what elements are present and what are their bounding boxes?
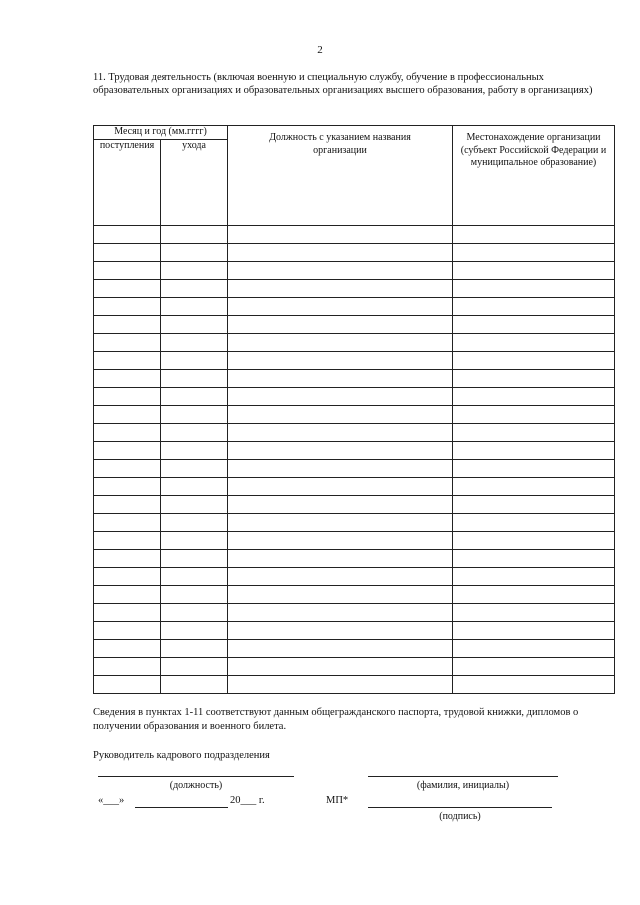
entry-date-cell[interactable] (94, 658, 161, 676)
date-year-field[interactable]: 20___ г. (230, 795, 265, 806)
entry-date-cell[interactable] (94, 244, 161, 262)
position-cell[interactable] (228, 316, 453, 334)
month-year-header: Месяц и год (мм.гггг) (94, 126, 228, 140)
leave-date-cell[interactable] (161, 676, 228, 694)
location-cell[interactable] (453, 514, 615, 532)
table-row (94, 586, 615, 604)
entry-date-cell[interactable] (94, 586, 161, 604)
table-row (94, 568, 615, 586)
entry-date-cell[interactable] (94, 622, 161, 640)
entry-date-cell[interactable] (94, 532, 161, 550)
stamp-mark: МП* (326, 795, 349, 806)
verification-statement: Сведения в пунктах 1-11 соответствуют данным общегражданского паспорта, трудовой книжки, дипломов о получении образования и военного билета. (93, 707, 579, 732)
date-day-field[interactable]: «___» (98, 795, 125, 806)
section-heading: 11. Трудовая деятельность (включая военную и специальную службу, обучение в профессиональных образовательных организациях и образовательных организациях высшего образования, работу в организациях) (93, 72, 593, 96)
entry-date-cell[interactable] (94, 424, 161, 442)
position-caption: (должность) (169, 780, 223, 791)
location-cell[interactable] (453, 298, 615, 316)
date-month-line[interactable] (135, 807, 228, 808)
location-cell[interactable] (453, 226, 615, 244)
leave-date-cell[interactable] (161, 496, 228, 514)
location-cell[interactable] (453, 316, 615, 334)
position-cell[interactable] (228, 586, 453, 604)
location-cell[interactable] (453, 640, 615, 658)
position-cell[interactable] (228, 568, 453, 586)
leave-date-cell[interactable] (161, 298, 228, 316)
leave-date-cell[interactable] (161, 622, 228, 640)
leave-date-cell[interactable] (161, 478, 228, 496)
entry-date-cell[interactable] (94, 478, 161, 496)
entry-date-cell[interactable] (94, 316, 161, 334)
location-cell[interactable] (453, 496, 615, 514)
position-cell[interactable] (228, 424, 453, 442)
leave-date-cell[interactable] (161, 352, 228, 370)
leave-date-cell[interactable] (161, 460, 228, 478)
location-cell[interactable] (453, 442, 615, 460)
leave-date-cell[interactable] (161, 406, 228, 424)
leave-date-cell[interactable] (161, 226, 228, 244)
entry-date-cell[interactable] (94, 550, 161, 568)
table-row (94, 676, 615, 694)
work-history-table (93, 125, 615, 694)
table-row (94, 622, 615, 640)
position-cell[interactable] (228, 334, 453, 352)
leave-date-cell[interactable] (161, 514, 228, 532)
table-row (94, 424, 615, 442)
location-cell[interactable] (453, 550, 615, 568)
table-row (94, 334, 615, 352)
leave-date-cell[interactable] (161, 388, 228, 406)
table-row (94, 406, 615, 424)
entry-date-cell[interactable] (94, 640, 161, 658)
location-cell[interactable] (453, 406, 615, 424)
entry-date-cell[interactable] (94, 388, 161, 406)
location-cell[interactable] (453, 244, 615, 262)
table-row (94, 640, 615, 658)
position-cell[interactable] (228, 550, 453, 568)
position-cell[interactable] (228, 514, 453, 532)
page-number: 2 (317, 44, 323, 56)
location-cell[interactable] (453, 460, 615, 478)
position-cell[interactable] (228, 640, 453, 658)
entry-date-cell[interactable] (94, 370, 161, 388)
table-row (94, 388, 615, 406)
leave-date-cell[interactable] (161, 280, 228, 298)
table-row (94, 226, 615, 244)
position-cell[interactable] (228, 262, 453, 280)
leave-date-cell[interactable] (161, 244, 228, 262)
location-cell[interactable] (453, 604, 615, 622)
entry-date-cell[interactable] (94, 406, 161, 424)
location-cell[interactable] (453, 532, 615, 550)
entry-date-cell[interactable] (94, 298, 161, 316)
signature-caption: (подпись) (439, 811, 481, 822)
table-row (94, 604, 615, 622)
table-row (94, 442, 615, 460)
position-cell[interactable] (228, 406, 453, 424)
position-cell[interactable] (228, 280, 453, 298)
table-row (94, 532, 615, 550)
leave-date-cell[interactable] (161, 586, 228, 604)
leave-date-cell[interactable] (161, 604, 228, 622)
leave-date-cell[interactable] (161, 568, 228, 586)
table-row (94, 658, 615, 676)
entry-date-cell[interactable] (94, 442, 161, 460)
location-header: Местонахождение организации (субъект Российской Федерации и муниципальное образование) (453, 126, 615, 226)
leave-date-cell[interactable] (161, 334, 228, 352)
position-cell[interactable] (228, 352, 453, 370)
position-cell[interactable] (228, 442, 453, 460)
entry-date-cell[interactable] (94, 496, 161, 514)
position-cell[interactable] (228, 388, 453, 406)
leave-date-cell[interactable] (161, 424, 228, 442)
entry-date-cell[interactable] (94, 334, 161, 352)
entry-date-cell[interactable] (94, 604, 161, 622)
location-cell[interactable] (453, 568, 615, 586)
leave-date-cell[interactable] (161, 532, 228, 550)
location-cell[interactable] (453, 262, 615, 280)
position-cell[interactable] (228, 532, 453, 550)
entry-date-cell[interactable] (94, 352, 161, 370)
table-row (94, 460, 615, 478)
table-row (94, 352, 615, 370)
position-cell[interactable] (228, 604, 453, 622)
location-cell[interactable] (453, 388, 615, 406)
position-cell[interactable] (228, 298, 453, 316)
table-row (94, 262, 615, 280)
entry-date-cell[interactable] (94, 460, 161, 478)
name-caption: (фамилия, инициалы) (416, 780, 510, 791)
position-cell[interactable] (228, 226, 453, 244)
position-header: Должность с указанием названия организации (228, 126, 453, 226)
position-line[interactable] (98, 776, 294, 777)
location-cell[interactable] (453, 478, 615, 496)
name-line[interactable] (368, 776, 558, 777)
position-cell[interactable] (228, 244, 453, 262)
hr-head-title: Руководитель кадрового подразделения (93, 750, 270, 761)
entry-date-cell[interactable] (94, 280, 161, 298)
leave-date-cell[interactable] (161, 658, 228, 676)
position-cell[interactable] (228, 370, 453, 388)
signature-line[interactable] (368, 807, 552, 808)
entry-date-cell[interactable] (94, 262, 161, 280)
location-cell[interactable] (453, 280, 615, 298)
entry-date-cell[interactable] (94, 676, 161, 694)
table-row (94, 550, 615, 568)
table-row (94, 478, 615, 496)
table-row (94, 244, 615, 262)
position-cell[interactable] (228, 622, 453, 640)
table-row (94, 370, 615, 388)
position-cell[interactable] (228, 478, 453, 496)
table-row (94, 298, 615, 316)
leave-date-cell[interactable] (161, 262, 228, 280)
entry-date-header: поступления (94, 140, 161, 226)
table-body (94, 226, 615, 694)
leave-date-cell[interactable] (161, 316, 228, 334)
position-cell[interactable] (228, 658, 453, 676)
position-cell[interactable] (228, 676, 453, 694)
leave-date-cell[interactable] (161, 640, 228, 658)
entry-date-cell[interactable] (94, 226, 161, 244)
location-cell[interactable] (453, 586, 615, 604)
position-cell[interactable] (228, 460, 453, 478)
table-row (94, 514, 615, 532)
table-row (94, 280, 615, 298)
location-cell[interactable] (453, 658, 615, 676)
location-cell[interactable] (453, 622, 615, 640)
location-cell[interactable] (453, 424, 615, 442)
position-cell[interactable] (228, 496, 453, 514)
leave-date-cell[interactable] (161, 550, 228, 568)
location-cell[interactable] (453, 676, 615, 694)
location-cell[interactable] (453, 352, 615, 370)
table-row (94, 316, 615, 334)
leave-date-cell[interactable] (161, 370, 228, 388)
table-row (94, 496, 615, 514)
leave-date-cell[interactable] (161, 442, 228, 460)
location-cell[interactable] (453, 370, 615, 388)
entry-date-cell[interactable] (94, 514, 161, 532)
location-cell[interactable] (453, 334, 615, 352)
entry-date-cell[interactable] (94, 568, 161, 586)
leave-date-header: ухода (161, 140, 228, 226)
